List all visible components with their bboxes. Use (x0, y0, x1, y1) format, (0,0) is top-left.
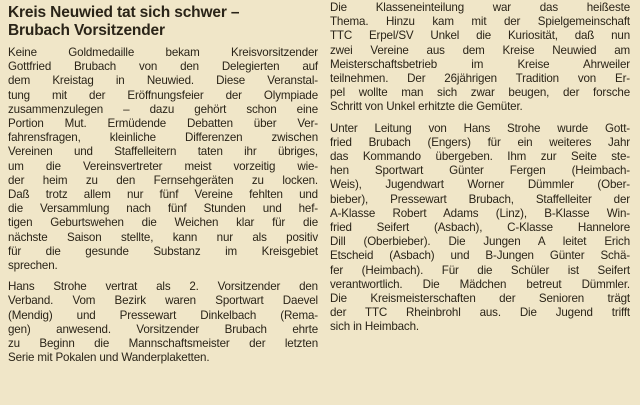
text-line: TTC Erpel/SV Unkel die Kuriosität, daß nun (330, 29, 630, 43)
text-line: fried Seifert (Asbach), C-Klasse Hannelore (330, 221, 630, 235)
text-line: Daß trotz allem nur fünf Vereine fehlten und (8, 188, 318, 202)
text-line: pel wollte man sich zwar beugen, der forsche (330, 86, 630, 100)
paragraph-2 (8, 280, 318, 365)
text-line: zusammenzulegen – dazu gehört schon eine (8, 102, 318, 116)
right-column (330, 0, 630, 342)
text-line: sprechen. (8, 259, 58, 273)
text-line: zu Beginn die Mannschaftsmeister der letzten (8, 337, 318, 351)
text-line: Weis), Jugendwart Worner Dümmler (Ober- (330, 178, 630, 192)
text-line: gen) anwesend. Vorsitzender Brubach ehrte (8, 322, 318, 336)
text-line: verantwortlich. Die Mädchen betreut Dümmler. (330, 277, 630, 291)
text-line: Hans Strohe vertrat als 2. Vorsitzender den (8, 280, 318, 294)
text-line: die Versammlung nach fünf Stunden und hef- (8, 202, 318, 216)
text-line: nächste Saison stellte, kann nur als positiv (8, 230, 318, 244)
text-line: der TTC Rheinbrohl aus. Die Jugend trifft (330, 306, 630, 320)
text-line: (Mendig) und Pressewart Dinkelbach (Rema- (8, 308, 318, 322)
text-line: Schritt von Unkel erhitzte die Gemüter. (330, 100, 523, 114)
text-line: Gottfried Brubach von den Delegierten auf (8, 60, 318, 74)
headline-line: Kreis Neuwied tat sich schwer – (8, 4, 240, 21)
text-line: Unter Leitung von Hans Strohe wurde Gott- (330, 121, 630, 135)
text-line: fahrensfragen, kleinliche Differenzen zwischen (8, 131, 318, 145)
text-line: Serie mit Pokalen und Wanderplaketten. (8, 351, 210, 365)
paragraph-4 (330, 122, 630, 335)
text-line: Meisterschaftsbetrieb im Kreise Ahrweiler (330, 57, 630, 71)
text-line: Keine Goldmedaille bekam Kreisvorsitzender (8, 46, 318, 59)
left-column (8, 0, 318, 372)
text-line: Dill (Oberbieber). Die Jungen A leitet Erich (330, 235, 630, 249)
text-line: teilnehmen. Der 26jährigen Tradition von Er- (330, 72, 630, 86)
text-line: für die gesunde Substanz im Kreisgebiet (8, 244, 318, 258)
text-line: sich in Heimbach. (330, 320, 419, 334)
text-line: tung mit der Eröffnungsfeier der Olympiade (8, 88, 318, 102)
text-line: zwei Vereine aus dem Kreise Neuwied am (330, 43, 630, 57)
text-line: fried Brubach (Engers) für ein weiteres Jahr (330, 135, 630, 149)
text-line: dem Kreistag in Neuwied. Diese Veranstal- (8, 74, 318, 88)
text-line: Etscheid (Asbach) und B-Jungen Günter Schä- (330, 249, 630, 263)
text-line: Thema. Hinzu kam mit der Spielgemeinschaft (330, 15, 630, 29)
text-line: das Kommando übergeben. Ihm zur Seite ste- (330, 150, 630, 164)
paragraph-1 (8, 46, 318, 273)
headline-line: Brubach Vorsitzender (8, 22, 165, 39)
paragraph-3 (330, 1, 630, 115)
text-line: hen Sportwart Günter Fergen (Heimbach- (330, 164, 630, 178)
text-line: Vereinen und Staffelleitern taten ihr übriges, (8, 145, 318, 159)
text-line: bieber), Pressewart Brubach, Staffelleiter der (330, 192, 630, 206)
text-line: Verband. Vom Bezirk waren Sportwart Daevel (8, 294, 318, 308)
text-line: der heim zu den Fernsehgeräten zu locken. (8, 173, 318, 187)
text-line: Die Klasseneinteilung war das heißeste (330, 1, 630, 14)
text-line: Die Kreismeisterschaften der Senioren trägt (330, 292, 630, 306)
text-line: A-Klasse Robert Adams (Linz), B-Klasse Win- (330, 206, 630, 220)
headline (8, 4, 318, 40)
text-line: tigen Geburtswehen die Weichen klar für die (8, 216, 318, 230)
text-line: Portion Mut. Ermüdende Debatten über Ver- (8, 117, 318, 131)
text-line: fer (Heimbach). Für die Schüler ist Seifert (330, 263, 630, 277)
text-line: um die Vereinsvertreter meist vorzeitig wie- (8, 159, 318, 173)
